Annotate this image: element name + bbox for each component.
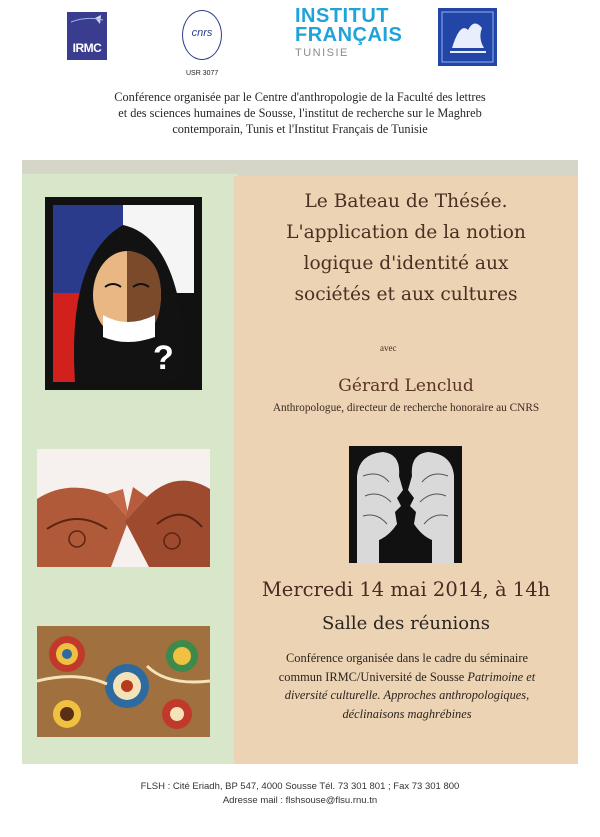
event-room: Salle des réunions (322, 613, 490, 634)
seminar-line-2-italic: Patrimoine et (467, 669, 536, 684)
event-date: Mercredi 14 mai 2014, à 14h (261, 578, 551, 601)
title-line-2: L'application de la notion (286, 222, 526, 243)
organizer-line-1: Conférence organisée par le Centre d'anthropologie de la Faculté des lettres (114, 90, 486, 104)
cnrs-unit-label: USR 3077 (186, 70, 219, 77)
title-line-4: sociétés et aux cultures (294, 284, 518, 305)
organizer-text (40, 89, 560, 137)
dot-painting-image (37, 626, 210, 737)
avec-label: avec (380, 343, 397, 353)
organizer-line-2: et des sciences humaines de Sousse, l'institut de recherche sur le Maghreb (118, 106, 482, 120)
face-illustration (45, 197, 202, 390)
two-faces-image (349, 446, 462, 563)
footer-email[interactable]: Adresse mail : flshsouse@flsu.rnu.tn (222, 795, 378, 806)
seminar-line-2 (242, 668, 572, 687)
seminar-line-3 (242, 686, 572, 705)
seminar-line-3-italic: diversité culturelle. Approches anthropologiques, (284, 688, 530, 702)
seminar-line-4 (242, 705, 572, 724)
footer-contact (0, 780, 600, 808)
institut-line1: INSTITUT (295, 5, 389, 27)
faculty-emblem-icon (438, 8, 497, 66)
cnrs-logo (182, 10, 222, 68)
seminar-description (242, 649, 572, 723)
speaker-role: Anthropologue, directeur de recherche honoraire au CNRS (272, 402, 540, 414)
irmc-logo (67, 12, 107, 60)
seminar-line-1: Conférence organisée dans le cadre du séminaire (286, 651, 528, 665)
seminar-line-4-italic: déclinaisons maghrébines (342, 706, 472, 721)
cnrs-logo-text: cnrs (191, 27, 213, 39)
title-line-1: Le Bateau de Thésée. (304, 191, 508, 212)
irmc-logo-text: IRMC (72, 41, 102, 55)
henna-hands-photo (37, 449, 210, 567)
cnrs-circle-icon (182, 10, 222, 60)
institut-line2: FRANÇAIS (295, 24, 403, 46)
institut-francais-logo (295, 7, 415, 59)
title-line-3: logique d'identité aux (303, 253, 509, 274)
seminar-line-2-plain: commun IRMC/Université de Sousse (278, 669, 468, 684)
institut-country: TUNISIE (295, 47, 349, 59)
faculty-logo (438, 8, 497, 66)
footer-address: FLSH : Cité Eriadh, BP 547, 4000 Sousse Tél. 73 301 801 ; Fax 73 301 800 (140, 781, 460, 792)
speaker-name: Gérard Lenclud (338, 376, 474, 396)
lecture-title (244, 186, 568, 310)
svg-text:?: ? (153, 339, 174, 377)
organizer-line-3: contemporain, Tunis et l'Institut Français de Tunisie (172, 122, 428, 136)
